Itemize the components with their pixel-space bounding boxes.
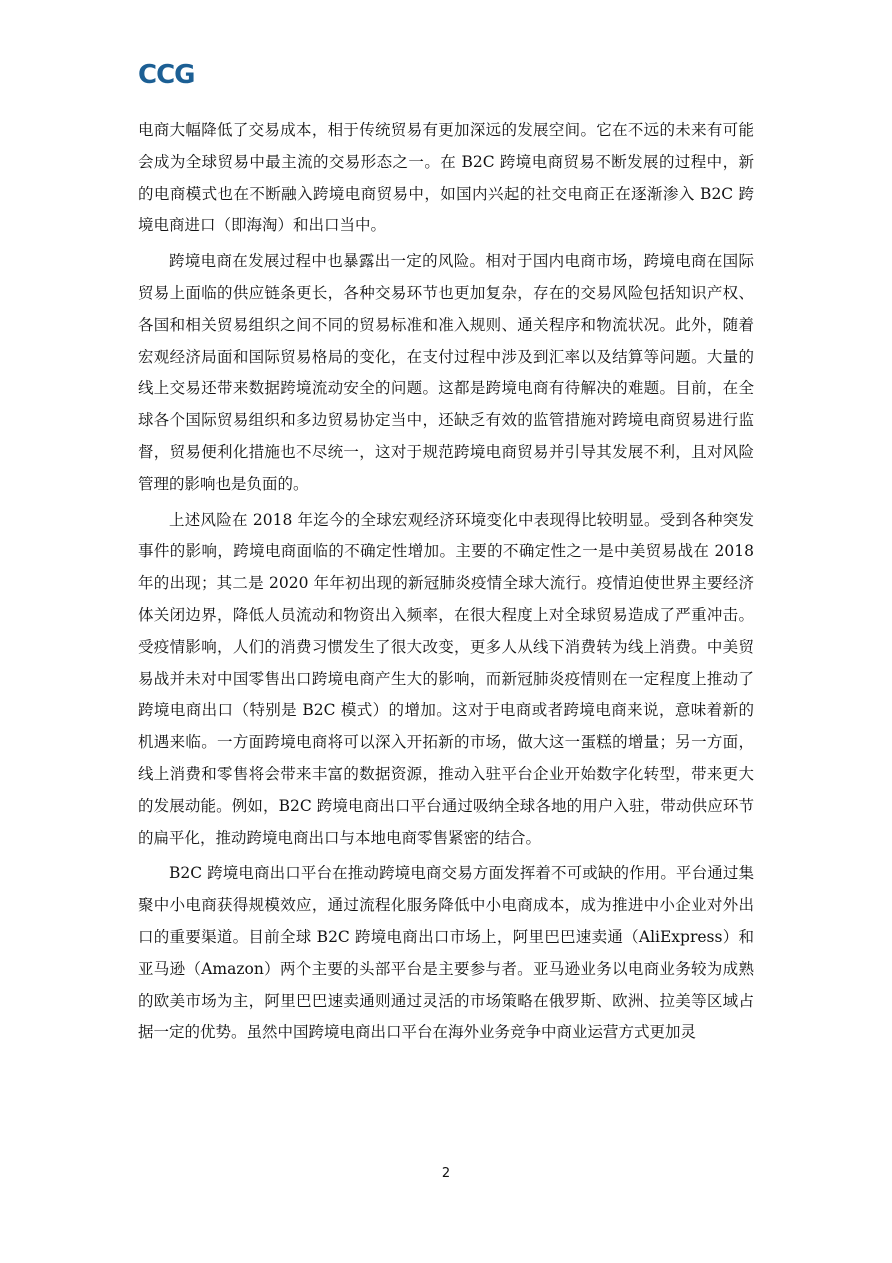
paragraph-2: 跨境电商在发展过程中也暴露出一定的风险。相对于国内电商市场，跨境电商在国际贸易上面临的供应链条更长，各种交易环节也更加复杂，存在的交易风险包括知识产权、各国和相关贸易组织之间不同的贸易标准和准入规则、通关程序和物流状况。此外，随着宏观经济局面和国际贸易格局的变化，在支付过程中涉及到汇率以及结算等问题。大量的线上交易还带来数据跨境流动安全的问题。这都是跨境电商有待解决的难题。目前，在全球各个国际贸易组织和多边贸易协定当中，还缺乏有效的监管措施对跨境电商贸易进行监督，贸易便利化措施也不尽统一，这对于规范跨境电商贸易并引导其发展不利，且对风险管理的影响也是负面的。 bbox=[138, 252, 754, 493]
paragraph-1: 电商大幅降低了交易成本，相于传统贸易有更加深远的发展空间。它在不远的未来有可能会成为全球贸易中最主流的交易形态之一。在 B2C 跨境电商贸易不断发展的过程中，新的电商模式也在不断融入跨境电商贸易中，如国内兴起的社交电商正在逐渐渗入 B2C 跨境电商进口（即海淘）和出口当中。 bbox=[138, 121, 754, 235]
document-body bbox=[138, 115, 754, 1049]
page-number: 2 bbox=[441, 1166, 451, 1181]
ccg-logo: CCG bbox=[138, 60, 195, 90]
paragraph-3: 上述风险在 2018 年迄今的全球宏观经济环境变化中表现得比较明显。受到各种突发事件的影响，跨境电商面临的不确定性增加。主要的不确定性之一是中美贸易战在 2018 年的出现；其二是 2020 年年初出现的新冠肺炎疫情全球大流行。疫情迫使世界主要经济体关闭边界，降低人员流动和物资出入频率，在很大程度上对全球贸易造成了严重冲击。受疫情影响，人们的消费习惯发生了很大改变，更多人从线下消费转为线上消费。中美贸易战并未对中国零售出口跨境电商产生大的影响，而新冠肺炎疫情则在一定程度上推动了跨境电商出口（特别是 B2C 模式）的增加。这对于电商或者跨境电商来说，意味着新的机遇来临。一方面跨境电商将可以深入开拓新的市场，做大这一蛋糕的增量；另一方面，线上消费和零售将会带来丰富的数据资源，推动入驻平台企业开始数字化转型，带来更大的发展动能。例如，B2C 跨境电商出口平台通过吸纳全球各地的用户入驻，带动供应环节的扁平化，推动跨境电商出口与本地电商零售紧密的结合。 bbox=[138, 510, 754, 847]
paragraph-4: B2C 跨境电商出口平台在推动跨境电商交易方面发挥着不可或缺的作用。平台通过集聚中小电商获得规模效应，通过流程化服务降低中小电商成本，成为推进中小企业对外出口的重要渠道。目前全球 B2C 跨境电商出口市场上，阿里巴巴速卖通（AliExpress）和亚马逊（Amazon）两个主要的头部平台是主要参与者。亚马逊业务以电商业务较为成熟的欧美市场为主，阿里巴巴速卖通则通过灵活的市场策略在俄罗斯、欧洲、拉美等区域占据一定的优势。虽然中国跨境电商出口平台在海外业务竞争中商业运营方式更加灵 bbox=[138, 864, 754, 1042]
